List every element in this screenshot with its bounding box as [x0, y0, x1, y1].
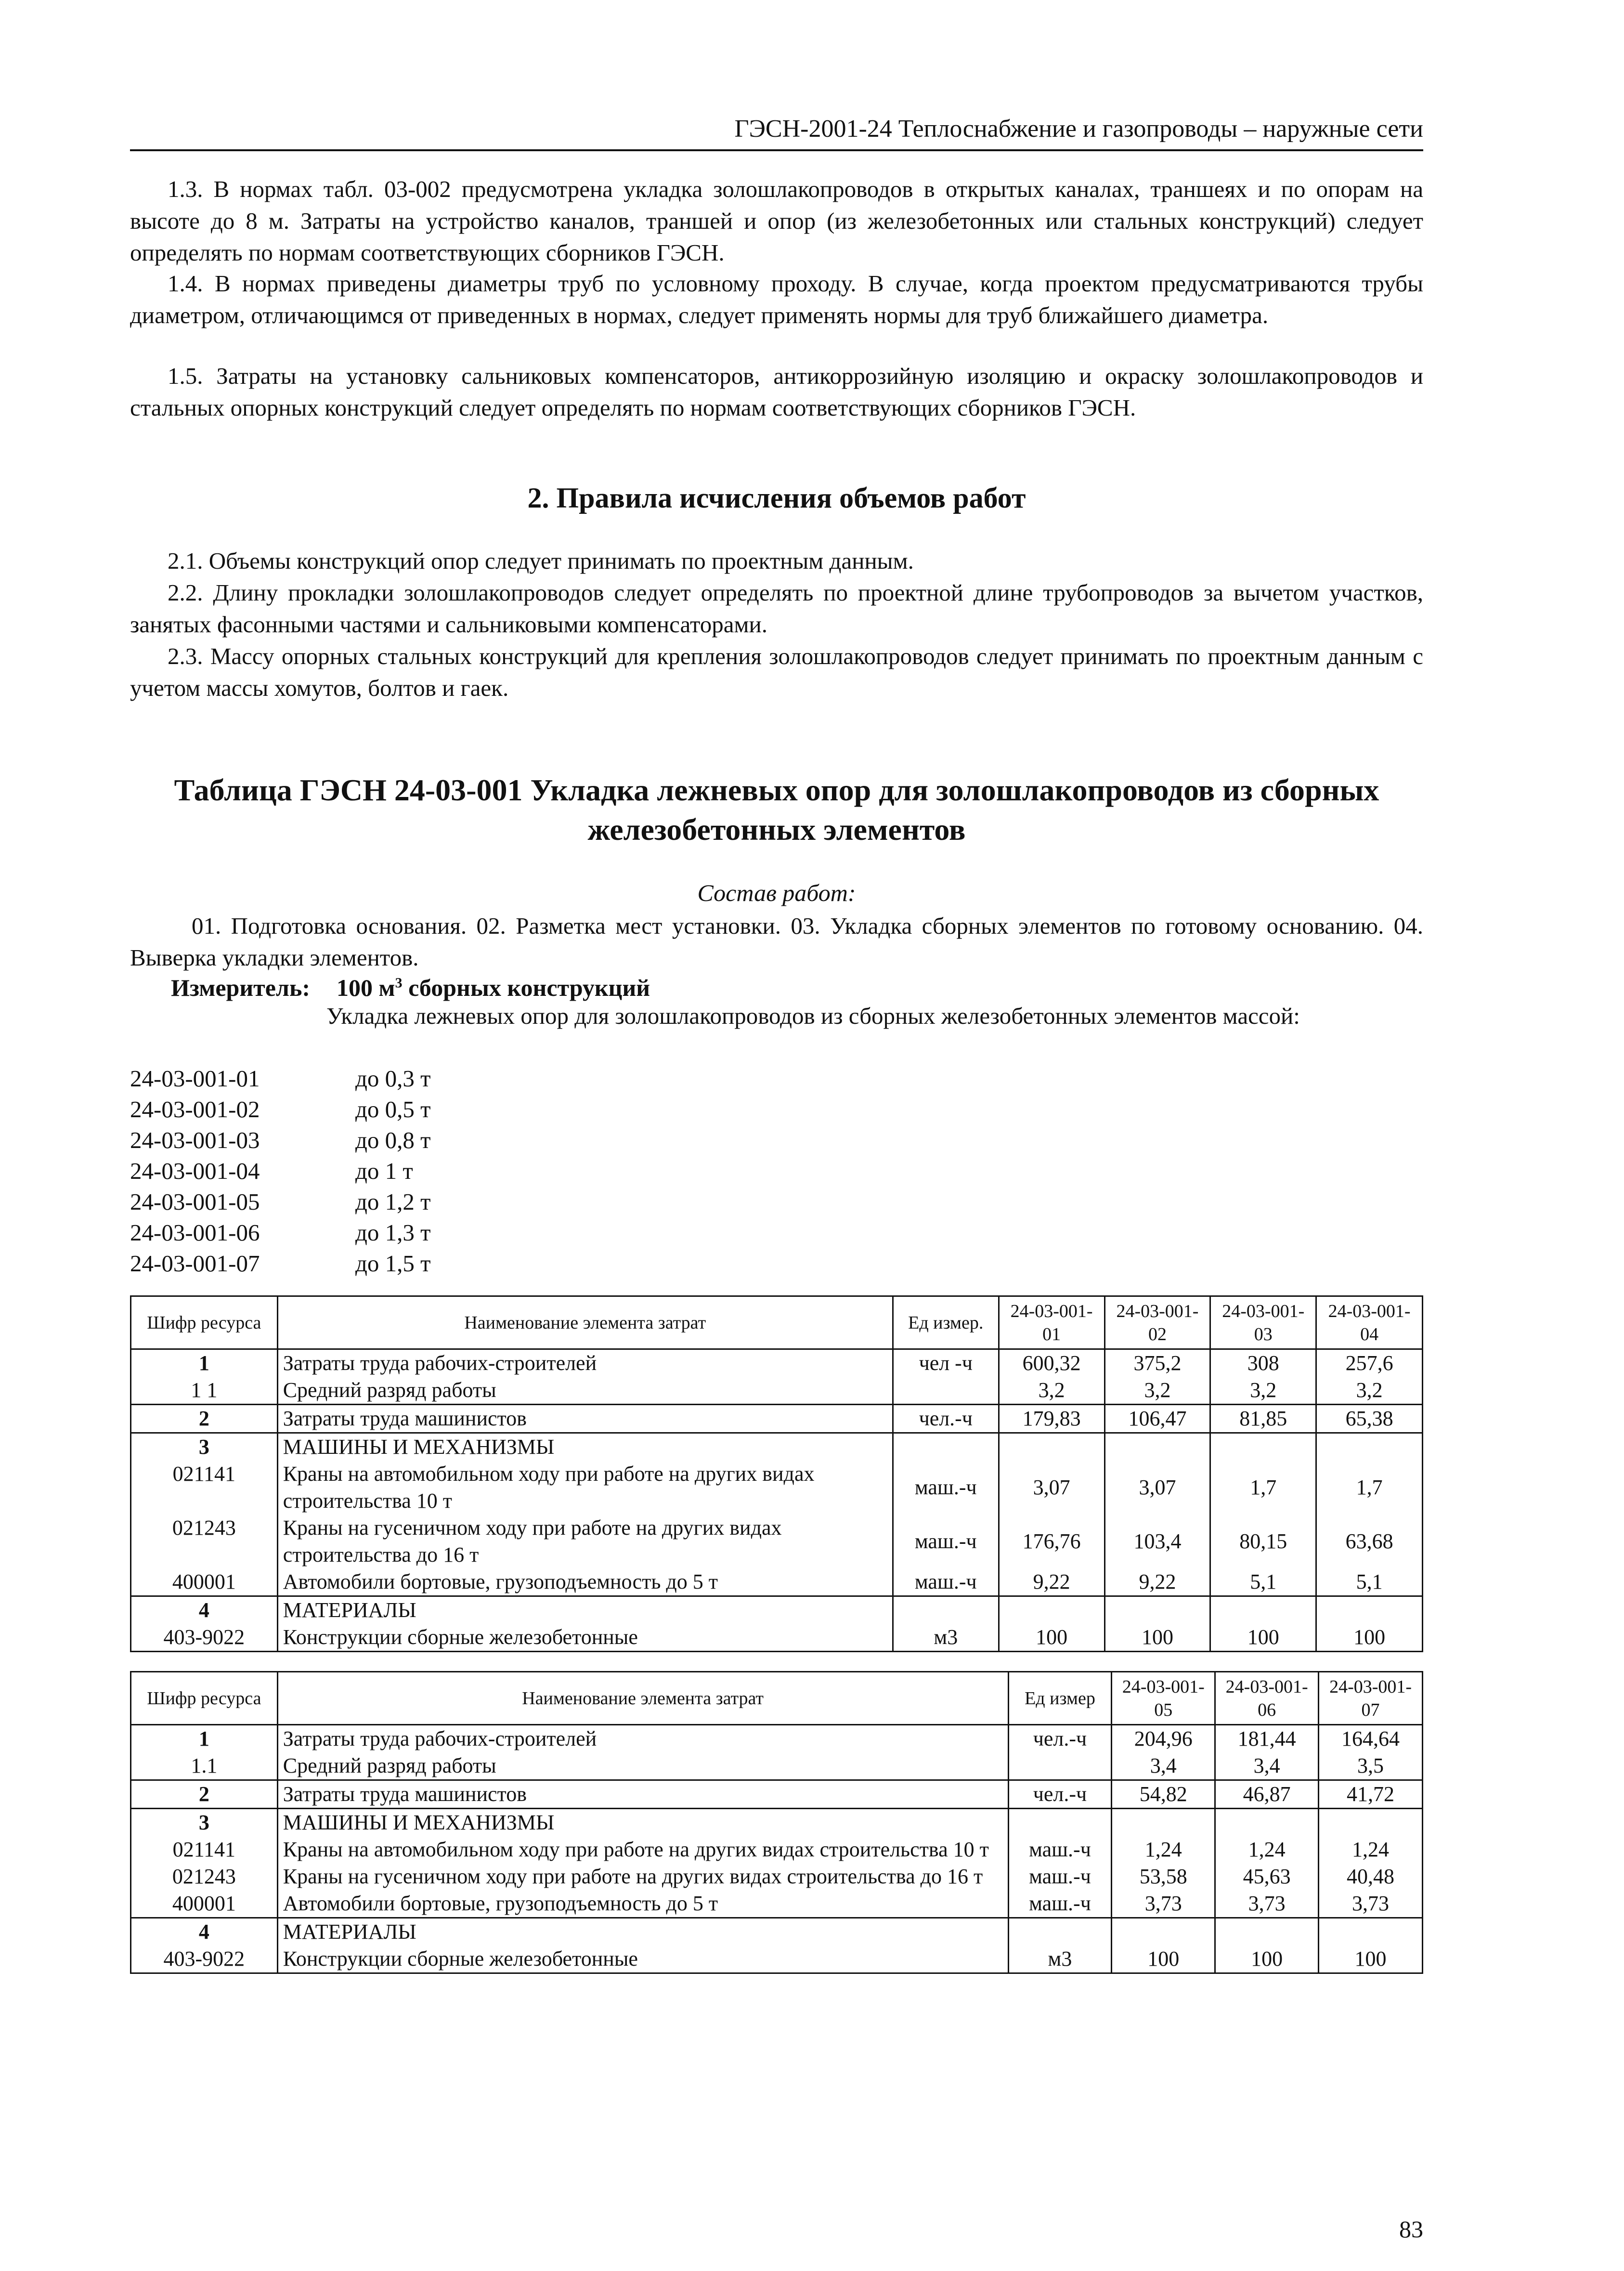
value-cell	[999, 1596, 1104, 1624]
resource-table-1	[130, 1295, 1423, 1652]
resource-table-2	[130, 1671, 1423, 1974]
value-cell	[1104, 1596, 1210, 1624]
resource-name-cell: МАШИНЫ И МЕХАНИЗМЫ	[277, 1433, 893, 1461]
value-cell: 63,68	[1316, 1514, 1423, 1568]
value-cell: 103,4	[1104, 1514, 1210, 1568]
value-cell: 308	[1210, 1349, 1316, 1377]
norm-code-desc: до 1 т	[355, 1158, 413, 1184]
resource-name-cell: Автомобили бортовые, грузоподъемность до 5 т	[277, 1568, 893, 1596]
unit-cell: чел.-ч	[893, 1405, 999, 1433]
value-cell	[1210, 1596, 1316, 1624]
resource-code-cell: 403-9022	[131, 1624, 278, 1652]
value-cell: 46,87	[1215, 1780, 1319, 1809]
norm-code-desc: до 0,8 т	[355, 1127, 431, 1153]
resource-name-cell: Краны на автомобильном ходу при работе на других видах строительства 10 т	[277, 1836, 1008, 1863]
table-row	[131, 1461, 1423, 1514]
resource-code-cell: 1.1	[131, 1752, 278, 1780]
resource-name-cell: МАТЕРИАЛЫ	[277, 1596, 893, 1624]
value-cell: 3,2	[999, 1377, 1104, 1405]
resource-code-cell: 400001	[131, 1568, 278, 1596]
resource-name-cell: Конструкции сборные железобетонные	[277, 1945, 1008, 1973]
unit-cell: чел.-ч	[1008, 1725, 1112, 1753]
work-composition-text: 01. Подготовка основания. 02. Разметка мест установки. 03. Укладка сборных элементов по готовому основанию. 04. Выверка укладки элементов.	[130, 913, 1423, 971]
value-cell: 100	[1104, 1624, 1210, 1652]
resource-name-cell: Затраты труда машинистов	[277, 1405, 893, 1433]
resource-name-cell: Затраты труда рабочих-строителей	[277, 1725, 1008, 1753]
table-header-cell: 24-03-001-06	[1215, 1672, 1319, 1725]
resource-name-cell: МАШИНЫ И МЕХАНИЗМЫ	[277, 1809, 1008, 1837]
value-cell: 204,96	[1112, 1725, 1215, 1753]
norm-code: 24-03-001-04	[130, 1158, 260, 1184]
measure-value: 100 м	[337, 974, 395, 1001]
value-cell: 1,7	[1210, 1461, 1316, 1514]
value-cell: 3,07	[999, 1461, 1104, 1514]
header-rule	[130, 149, 1423, 151]
value-cell: 53,58	[1112, 1863, 1215, 1890]
value-cell: 3,73	[1215, 1890, 1319, 1918]
norm-intro: Укладка лежневых опор для золошлакопроводов из сборных железобетонных элементов массой:	[326, 1003, 1300, 1029]
section-2-heading: 2. Правила исчисления объемов работ	[527, 482, 1026, 514]
value-cell	[1319, 1809, 1423, 1837]
table-header-cell: 24-03-001-04	[1316, 1296, 1423, 1349]
norm-code: 24-03-001-05	[130, 1188, 260, 1215]
norm-code-list	[130, 1063, 431, 1279]
norm-code-row	[130, 1094, 431, 1125]
table-header-cell: Шифр ресурса	[131, 1296, 278, 1349]
unit-cell	[893, 1433, 999, 1461]
table-header-cell: Шифр ресурса	[131, 1672, 278, 1725]
paragraph-1-5: 1.5. Затраты на установку сальниковых компенсаторов, антикоррозийную изоляцию и окраску золошлакопроводов и стальных опорных конструкций следует определять по нормам соответствующих сборников ГЭСН.	[130, 363, 1423, 421]
norm-code-row	[130, 1063, 431, 1094]
table-header-cell: 24-03-001-05	[1112, 1672, 1215, 1725]
value-cell: 100	[999, 1624, 1104, 1652]
paragraph-2-1: 2.1. Объемы конструкций опор следует принимать по проектным данным.	[168, 548, 914, 574]
unit-cell	[1008, 1752, 1112, 1780]
value-cell: 3,2	[1316, 1377, 1423, 1405]
resource-name-cell: Затраты труда машинистов	[277, 1780, 1008, 1809]
value-cell: 3,4	[1215, 1752, 1319, 1780]
resource-code-cell: 1	[131, 1349, 278, 1377]
value-cell: 181,44	[1215, 1725, 1319, 1753]
unit-cell	[893, 1377, 999, 1405]
value-cell: 164,64	[1319, 1725, 1423, 1753]
resource-name-cell: Краны на гусеничном ходу при работе на других видах строительства до 16 т	[277, 1514, 893, 1568]
value-cell: 257,6	[1316, 1349, 1423, 1377]
value-cell: 41,72	[1319, 1780, 1423, 1809]
unit-cell: маш.-ч	[1008, 1890, 1112, 1918]
table-title-line-1: Таблица ГЭСН 24-03-001 Укладка лежневых опор для золошлакопроводов из сборных	[174, 773, 1379, 807]
value-cell	[1112, 1809, 1215, 1837]
value-cell: 9,22	[1104, 1568, 1210, 1596]
resource-code-cell: 403-9022	[131, 1945, 278, 1973]
norm-code: 24-03-001-07	[130, 1250, 260, 1277]
value-cell: 1,24	[1215, 1836, 1319, 1863]
table-header-cell: 24-03-001-01	[999, 1296, 1104, 1349]
table-row	[131, 1890, 1423, 1918]
norm-code: 24-03-001-03	[130, 1127, 260, 1153]
unit-cell: маш.-ч	[893, 1461, 999, 1514]
value-cell: 100	[1215, 1945, 1319, 1973]
paragraph-2-2: 2.2. Длину прокладки золошлакопроводов следует определять по проектной длине трубопроводов за вычетом участков, занятых фасонными частями и сальниковыми компенсаторами.	[130, 579, 1423, 638]
unit-cell	[1008, 1945, 1112, 1973]
value-cell	[1319, 1918, 1423, 1946]
norm-code-desc: до 1,2 т	[355, 1188, 431, 1215]
table-row	[131, 1596, 1423, 1624]
resource-name-cell: Автомобили бортовые, грузоподъемность до 5 т	[277, 1890, 1008, 1918]
table-title	[130, 770, 1423, 849]
resource-name-cell: Краны на гусеничном ходу при работе на других видах строительства до 16 т	[277, 1863, 1008, 1890]
resource-code-cell: 021141	[131, 1461, 278, 1514]
resource-code-cell: 3	[131, 1809, 278, 1837]
unit-text: м3	[934, 1625, 958, 1649]
table-row	[131, 1514, 1423, 1568]
value-cell: 100	[1210, 1624, 1316, 1652]
value-cell: 45,63	[1215, 1863, 1319, 1890]
value-cell: 65,38	[1316, 1405, 1423, 1433]
unit-cell: маш.-ч	[893, 1514, 999, 1568]
norm-code-desc: до 0,5 т	[355, 1096, 431, 1122]
unit-cell: маш.-ч	[893, 1568, 999, 1596]
resource-code-cell: 400001	[131, 1890, 278, 1918]
table-row	[131, 1945, 1423, 1973]
table-row	[131, 1809, 1423, 1837]
value-cell	[1215, 1918, 1319, 1946]
norm-code-row	[130, 1156, 431, 1187]
value-cell: 100	[1112, 1945, 1215, 1973]
value-cell: 5,1	[1316, 1568, 1423, 1596]
norm-code-row	[130, 1248, 431, 1279]
value-cell: 179,83	[999, 1405, 1104, 1433]
value-cell: 176,76	[999, 1514, 1104, 1568]
value-cell: 106,47	[1104, 1405, 1210, 1433]
table-row	[131, 1405, 1423, 1433]
resource-code-cell: 1	[131, 1725, 278, 1753]
unit-cell: чел.-ч	[1008, 1780, 1112, 1809]
value-cell: 3,73	[1112, 1890, 1215, 1918]
resource-code-cell: 3	[131, 1433, 278, 1461]
measure-label: Измеритель:	[171, 974, 311, 1001]
unit-cell	[1008, 1809, 1112, 1837]
value-cell: 100	[1319, 1945, 1423, 1973]
resource-code-cell: 021243	[131, 1863, 278, 1890]
resource-code-cell: 021141	[131, 1836, 278, 1863]
value-cell: 100	[1316, 1624, 1423, 1652]
table-row	[131, 1918, 1423, 1946]
table-header-cell: Наименование элемента затрат	[277, 1296, 893, 1349]
table-row	[131, 1624, 1423, 1652]
resource-name-cell: МАТЕРИАЛЫ	[277, 1918, 1008, 1946]
norm-code-row	[130, 1125, 431, 1156]
value-cell: 40,48	[1319, 1863, 1423, 1890]
value-cell	[999, 1433, 1104, 1461]
table-row	[131, 1725, 1423, 1753]
table-row	[131, 1863, 1423, 1890]
unit-cell	[893, 1596, 999, 1624]
unit-cell: маш.-ч	[1008, 1863, 1112, 1890]
resource-name-cell: Краны на автомобильном ходу при работе на других видах строительства 10 т	[277, 1461, 893, 1514]
value-cell: 3,4	[1112, 1752, 1215, 1780]
resource-name-cell: Средний разряд работы	[277, 1377, 893, 1405]
value-cell: 9,22	[999, 1568, 1104, 1596]
value-cell: 3,07	[1104, 1461, 1210, 1514]
table-header-cell: Наименование элемента затрат	[277, 1672, 1008, 1725]
paragraph-1-3: 1.3. В нормах табл. 03-002 предусмотрена укладка золошлакопроводов в открытых каналах, траншеях и по опорам на высоте до 8 м. Затраты на устройство каналов, траншей и опор (из железобетонных или стальных конструкций) следует определять по нормам соответствующих сборников ГЭСН.	[130, 176, 1423, 266]
table-header-cell: 24-03-001-02	[1104, 1296, 1210, 1349]
value-cell: 1,24	[1112, 1836, 1215, 1863]
resource-code-cell: 1 1	[131, 1377, 278, 1405]
table-row	[131, 1568, 1423, 1596]
resource-name-cell: Средний разряд работы	[277, 1752, 1008, 1780]
value-cell	[1210, 1433, 1316, 1461]
resource-code-cell: 021243	[131, 1514, 278, 1568]
norm-code-row	[130, 1217, 431, 1248]
work-composition-label: Состав работ:	[697, 879, 856, 906]
unit-cell: маш.-ч	[1008, 1836, 1112, 1863]
value-cell: 1,24	[1319, 1836, 1423, 1863]
table-header-cell: 24-03-001-07	[1319, 1672, 1423, 1725]
norm-code: 24-03-001-02	[130, 1096, 260, 1122]
unit-text: м3	[1048, 1947, 1072, 1971]
value-cell	[1112, 1918, 1215, 1946]
value-cell: 54,82	[1112, 1780, 1215, 1809]
table-row	[131, 1780, 1423, 1809]
value-cell	[1316, 1596, 1423, 1624]
unit-cell	[1008, 1918, 1112, 1946]
unit-cell: чел -ч	[893, 1349, 999, 1377]
value-cell: 81,85	[1210, 1405, 1316, 1433]
value-cell: 3,2	[1210, 1377, 1316, 1405]
value-cell	[1316, 1433, 1423, 1461]
resource-code-cell: 2	[131, 1405, 278, 1433]
table-header-cell: Ед измер	[1008, 1672, 1112, 1725]
resource-name-cell: Затраты труда рабочих-строителей	[277, 1349, 893, 1377]
norm-code-row	[130, 1187, 431, 1217]
value-cell	[1104, 1433, 1210, 1461]
norm-code: 24-03-001-06	[130, 1219, 260, 1246]
value-cell: 3,5	[1319, 1752, 1423, 1780]
value-cell: 375,2	[1104, 1349, 1210, 1377]
table-row	[131, 1433, 1423, 1461]
measure-unit: Измеритель: 100 $м^3$ сборных конструкций	[171, 974, 650, 1001]
value-cell: 3,73	[1319, 1890, 1423, 1918]
resource-code-cell: 2	[131, 1780, 278, 1809]
resource-code-cell: 4	[131, 1918, 278, 1946]
paragraph-2-3: 2.3. Массу опорных стальных конструкций для крепления золошлакопроводов следует принимать по проектным данным с учетом массы хомутов, болтов и гаек.	[130, 643, 1423, 701]
table-header-cell: 24-03-001-03	[1210, 1296, 1316, 1349]
unit-cell	[893, 1624, 999, 1652]
table-header-cell: Ед измер.	[893, 1296, 999, 1349]
paragraph-1-4: 1.4. В нормах приведены диаметры труб по условному проходу. В случае, когда проектом предусматриваются трубы диаметром, отличающимся от приведенных в нормах, следует применять нормы для труб ближайшего диаметра.	[130, 270, 1423, 328]
table-row	[131, 1349, 1423, 1377]
page-number: 83	[1399, 2216, 1423, 2243]
value-cell: 80,15	[1210, 1514, 1316, 1568]
norm-code-desc: до 1,5 т	[355, 1250, 431, 1277]
table-row	[131, 1752, 1423, 1780]
running-header: ГЭСН-2001-24 Теплоснабжение и газопроводы – наружные сети	[734, 115, 1423, 143]
value-cell: 3,2	[1104, 1377, 1210, 1405]
table-row	[131, 1377, 1423, 1405]
value-cell: 1,7	[1316, 1461, 1423, 1514]
value-cell	[1215, 1809, 1319, 1837]
table-row	[131, 1836, 1423, 1863]
norm-code-desc: до 1,3 т	[355, 1219, 431, 1246]
norm-code-desc: до 0,3 т	[355, 1065, 431, 1092]
value-cell: 5,1	[1210, 1568, 1316, 1596]
value-cell: 600,32	[999, 1349, 1104, 1377]
table-title-line-2: железобетонных элементов	[587, 812, 966, 847]
resource-name-cell: Конструкции сборные железобетонные	[277, 1624, 893, 1652]
norm-code: 24-03-001-01	[130, 1065, 260, 1092]
resource-code-cell: 4	[131, 1596, 278, 1624]
